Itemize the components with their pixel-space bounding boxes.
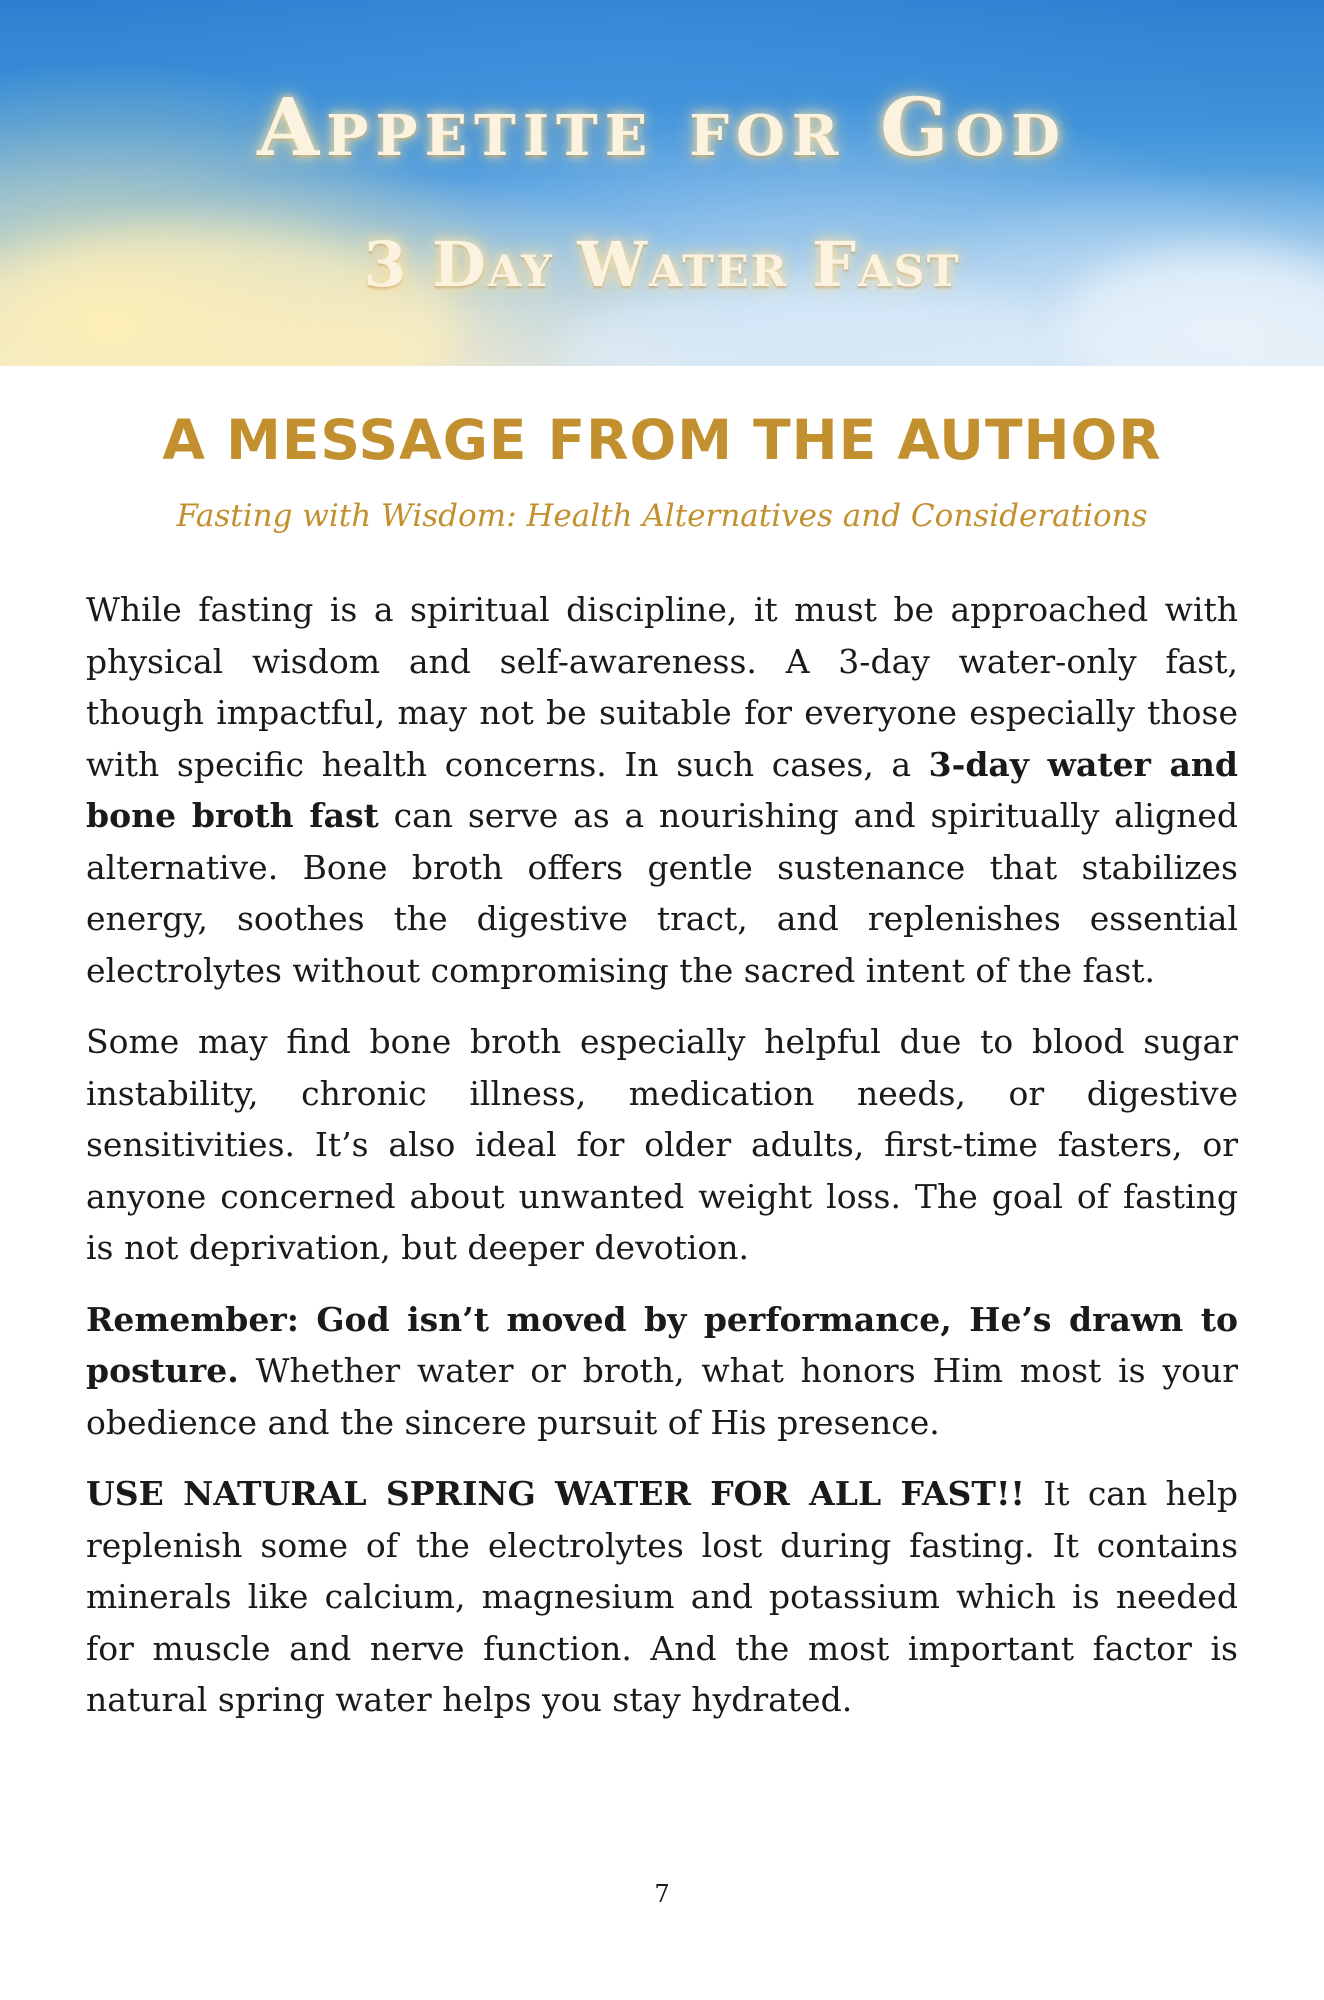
article-body: [86, 584, 1238, 1746]
paragraph-4: [86, 1468, 1238, 1726]
paragraph-1-text-b: can serve as a nourishing and spiritually aligned alternative. Bone broth offers gentle sustenance that stabilizes energy, soothes the digestive tract, and replenishes essential electrolytes without compromising the sacred intent of the fast.: [86, 796, 1238, 990]
paragraph-3: [86, 1294, 1238, 1449]
section-heading: A MESSAGE FROM THE AUTHOR: [162, 408, 1162, 472]
paragraph-1-text-a: While fasting is a spiritual discipline, it must be approached with physical wisdom and self-awareness. A 3-day water-only fast, though impactful, may not be suitable for everyone especially those with specific health concerns. In such cases, a: [86, 590, 1238, 784]
header-banner: [0, 0, 1324, 366]
paragraph-3-text: Whether water or broth, what honors Him most is your obedience and the sincere pursuit of His presence.: [86, 1351, 1238, 1442]
page-number: 7: [654, 1880, 670, 1908]
paragraph-1: [86, 584, 1238, 996]
banner-subtitle: 3 Day Water Fast: [363, 228, 961, 301]
paragraph-3-bold: Remember: God isn’t moved by performance, He’s drawn to posture.: [86, 1299, 1238, 1390]
paragraph-1-bold: 3-day water and bone broth fast: [86, 744, 1238, 835]
paragraph-4-bold: USE NATURAL SPRING WATER FOR ALL FAST!!: [86, 1474, 1025, 1513]
paragraph-4-text: It can help replenish some of the electrolytes lost during fasting. It contains minerals like calcium, magnesium and potassium which is needed for muscle and nerve function. And the most important factor is natural spring water helps you stay hydrated.: [86, 1474, 1239, 1719]
section-subheading: Fasting with Wisdom: Health Alternatives and Considerations: [176, 498, 1148, 534]
paragraph-2: Some may find bone broth especially helpful due to blood sugar instability, chronic illness, medication needs, or digestive sensitivities. It’s also ideal for older adults, first-time fasters, or anyone concerned about unwanted weight loss. The goal of fasting is not deprivation, but deeper devotion.: [86, 1022, 1238, 1267]
banner-title: Appetite for God: [257, 80, 1067, 174]
